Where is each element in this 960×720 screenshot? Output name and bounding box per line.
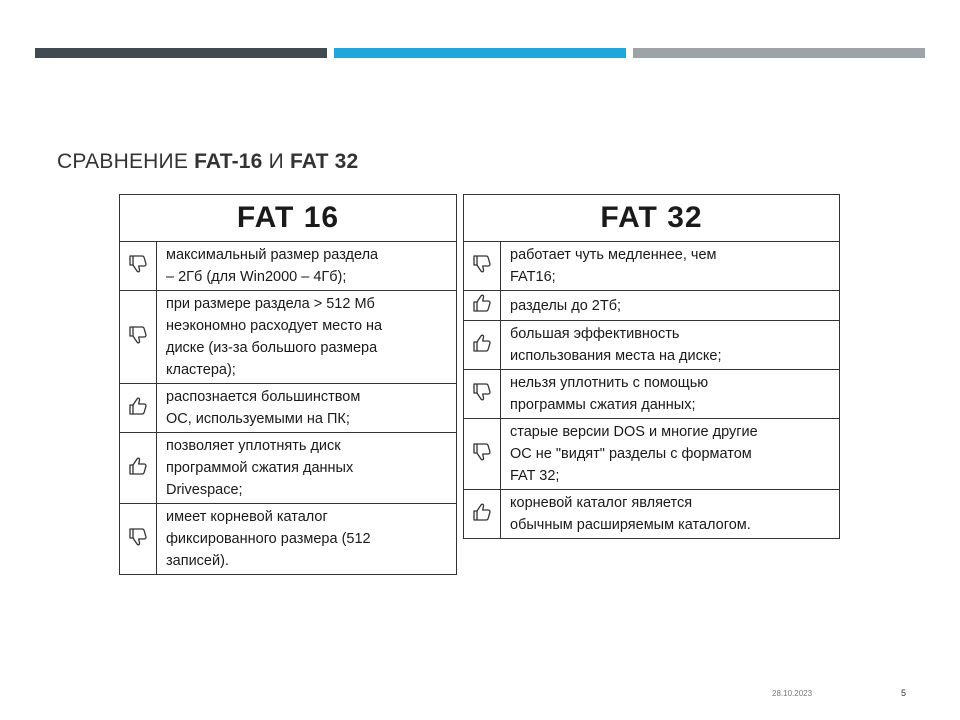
header-accent-bars bbox=[35, 48, 925, 58]
thumbs-down-icon bbox=[470, 252, 494, 276]
thumbs-up-icon bbox=[470, 291, 494, 315]
fat32-row-text: старые версии DOS и многие другие ОС не "видят" разделы с форматом FAT 32; bbox=[501, 419, 840, 490]
fat32-row-text: нельзя уплотнить с помощью программы сжатия данных; bbox=[501, 370, 840, 419]
fat16-table bbox=[119, 194, 457, 575]
thumbs-down-icon bbox=[470, 380, 494, 404]
fat16-row-text: позволяет уплотнять диск программой сжатия данных Drivespace; bbox=[157, 433, 457, 504]
fat32-row bbox=[464, 490, 840, 539]
icon-cell bbox=[464, 242, 501, 291]
thumbs-down-icon bbox=[126, 252, 150, 276]
slide-title bbox=[57, 150, 358, 174]
icon-cell bbox=[464, 291, 501, 321]
icon-cell bbox=[464, 419, 501, 490]
fat16-row bbox=[120, 242, 457, 291]
title-prefix: СРАВНЕНИЕ bbox=[57, 150, 195, 173]
thumbs-down-icon bbox=[470, 440, 494, 464]
fat16-row-text: имеет корневой каталог фиксированного размера (512 записей). bbox=[157, 504, 457, 575]
accent-bar-gray bbox=[633, 48, 925, 58]
fat32-row-text: большая эффективность использования места на диске; bbox=[501, 321, 840, 370]
fat16-row bbox=[120, 504, 457, 575]
icon-cell bbox=[464, 490, 501, 539]
thumbs-down-icon bbox=[126, 323, 150, 347]
fat32-table bbox=[463, 194, 840, 539]
fat32-rows bbox=[464, 242, 840, 539]
fat32-row bbox=[464, 370, 840, 419]
fat32-header: FAT 32 bbox=[464, 195, 840, 242]
fat16-row bbox=[120, 433, 457, 504]
fat16-row bbox=[120, 384, 457, 433]
fat16-row bbox=[120, 291, 457, 384]
page-number: 5 bbox=[901, 688, 907, 698]
fat32-row bbox=[464, 419, 840, 490]
fat32-row-text: работает чуть медленнее, чем FAT16; bbox=[501, 242, 840, 291]
title-fat32: FAT 32 bbox=[289, 150, 359, 173]
title-mid: И bbox=[262, 150, 290, 173]
thumbs-up-icon bbox=[470, 500, 494, 524]
icon-cell bbox=[464, 321, 501, 370]
fat32-row-text: разделы до 2Тб; bbox=[501, 291, 840, 321]
fat32-row-text: корневой каталог является обычным расширяемым каталогом. bbox=[501, 490, 840, 539]
title-fat16: FAT-16 bbox=[194, 150, 263, 173]
accent-bar-dark bbox=[35, 48, 327, 58]
thumbs-down-icon bbox=[126, 525, 150, 549]
thumbs-up-icon bbox=[126, 394, 150, 418]
icon-cell bbox=[120, 291, 157, 384]
fat32-row bbox=[464, 242, 840, 291]
fat16-row-text: максимальный размер раздела – 2Гб (для Win2000 – 4Гб); bbox=[157, 242, 457, 291]
footer-date: 28.10.2023 bbox=[772, 689, 813, 698]
fat16-row-text: при размере раздела > 512 Мб неэкономно расходует место на диске (из-за большого размера кластера); bbox=[157, 291, 457, 384]
accent-bar-blue bbox=[334, 48, 626, 58]
icon-cell bbox=[120, 504, 157, 575]
icon-cell bbox=[120, 242, 157, 291]
fat32-row bbox=[464, 321, 840, 370]
fat16-header: FAT 16 bbox=[120, 195, 457, 242]
thumbs-up-icon bbox=[126, 454, 150, 478]
fat16-row-text: распознается большинством ОС, используемыми на ПК; bbox=[157, 384, 457, 433]
icon-cell bbox=[120, 384, 157, 433]
icon-cell bbox=[120, 433, 157, 504]
fat32-row bbox=[464, 291, 840, 321]
thumbs-up-icon bbox=[470, 331, 494, 355]
icon-cell bbox=[464, 370, 501, 419]
fat16-rows bbox=[120, 242, 457, 575]
